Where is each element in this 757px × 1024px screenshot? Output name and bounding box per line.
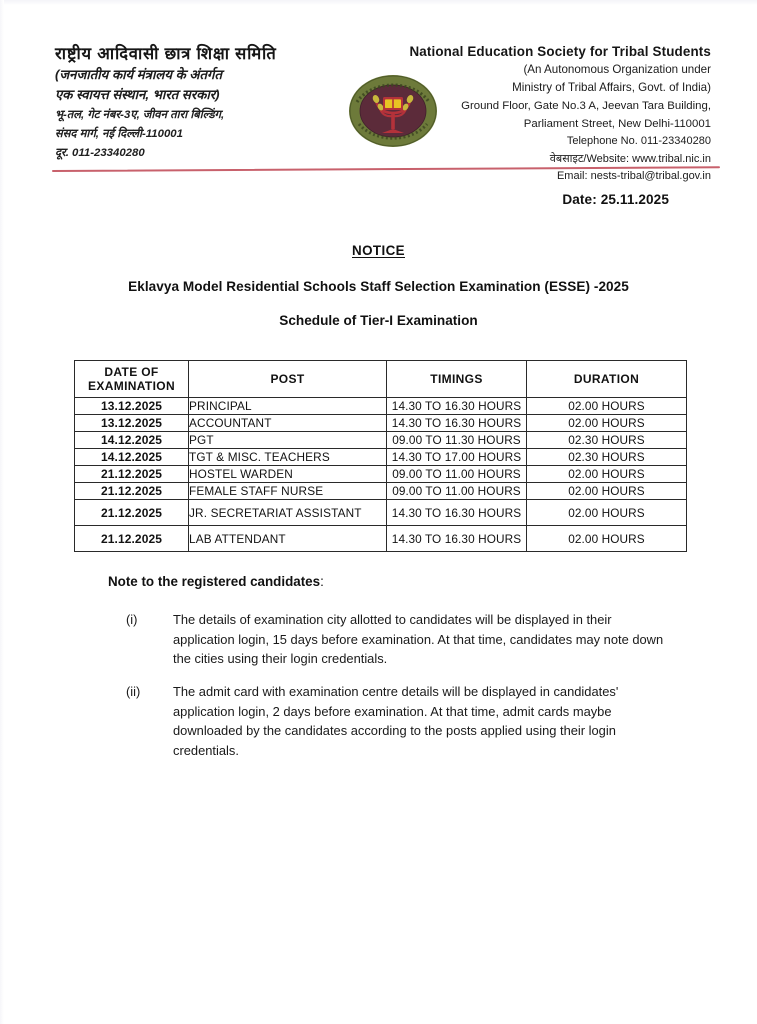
- table-header-row: [75, 361, 687, 398]
- cell-post: PGT: [189, 432, 387, 449]
- cell-post: LAB ATTENDANT: [189, 526, 387, 552]
- schedule-table: [74, 360, 687, 552]
- cell-timings: 14.30 TO 16.30 HOURS: [387, 398, 527, 415]
- schedule-subtitle: Schedule of Tier-I Examination: [279, 313, 478, 328]
- cell-timings: 14.30 TO 16.30 HOURS: [387, 500, 527, 526]
- cell-duration: 02.00 HOURS: [527, 483, 687, 500]
- english-website: वेबसाइट/Website: www.tribal.nic.in: [549, 152, 711, 165]
- cell-timings: 09.00 TO 11.00 HOURS: [387, 483, 527, 500]
- cell-timings: 09.00 TO 11.00 HOURS: [387, 466, 527, 483]
- english-address-line2: Parliament Street, New Delhi-110001: [523, 117, 711, 130]
- cell-post: HOSTEL WARDEN: [189, 466, 387, 483]
- cell-duration: 02.30 HOURS: [527, 432, 687, 449]
- table-row: [75, 415, 687, 432]
- cell-post: PRINCIPAL: [189, 398, 387, 415]
- cell-duration: 02.00 HOURS: [527, 500, 687, 526]
- cell-duration: 02.00 HOURS: [527, 526, 687, 552]
- hindi-org-title: राष्ट्रीय आदिवासी छात्र शिक्षा समिति: [55, 45, 277, 63]
- cell-date: 13.12.2025: [75, 398, 189, 415]
- examination-title: Eklavya Model Residential Schools Staff Selection Examination (ESSE) -2025: [128, 279, 629, 294]
- note-item-i: [108, 610, 668, 669]
- cell-duration: 02.00 HOURS: [527, 466, 687, 483]
- table-row: [75, 526, 687, 552]
- table-header: [75, 361, 687, 398]
- table-row: [75, 449, 687, 466]
- cell-post: TGT & MISC. TEACHERS: [189, 449, 387, 466]
- english-autonomous-line2: Ministry of Tribal Affairs, Govt. of India): [512, 80, 711, 94]
- cell-date: 21.12.2025: [75, 483, 189, 500]
- cell-date: 14.12.2025: [75, 432, 189, 449]
- column-header-timings: TIMINGS: [387, 361, 527, 398]
- schedule-table-container: [74, 360, 686, 552]
- hindi-org-subtitle-line2: एक स्वायत्त संस्थान, भारत सरकार): [55, 87, 220, 103]
- table-row: [75, 398, 687, 415]
- hindi-organization-block: [55, 45, 345, 161]
- document-date: Date: 25.11.2025: [562, 192, 669, 207]
- column-header-date-line1: DATE OF: [104, 364, 159, 379]
- notice-heading: [0, 243, 757, 258]
- cell-timings: 14.30 TO 16.30 HOURS: [387, 415, 527, 432]
- cell-timings: 14.30 TO 16.30 HOURS: [387, 526, 527, 552]
- hindi-org-subtitle-line1: (जनजातीय कार्य मंत्रालय के अंतर्गत: [55, 67, 222, 83]
- table-row: [75, 483, 687, 500]
- cell-date: 21.12.2025: [75, 526, 189, 552]
- cell-date: 21.12.2025: [75, 500, 189, 526]
- column-header-post: POST: [189, 361, 387, 398]
- note-text-ii: The admit card with examination centre details will be displayed in candidates' application login, 2 days before examination. At that time, admit cards maybe downloaded by the candidates according to the posts applied using their login credentials.: [173, 684, 619, 758]
- cell-date: 21.12.2025: [75, 466, 189, 483]
- column-header-date-line2: EXAMINATION: [88, 379, 175, 393]
- note-marker-i: (i): [126, 612, 138, 627]
- cell-duration: 02.30 HOURS: [527, 449, 687, 466]
- english-org-title: National Education Society for Tribal Students: [409, 44, 711, 59]
- table-body: [75, 398, 687, 552]
- column-header-duration: DURATION: [527, 361, 687, 398]
- cell-post: ACCOUNTANT: [189, 415, 387, 432]
- cell-date: 14.12.2025: [75, 449, 189, 466]
- cell-timings: 14.30 TO 17.00 HOURS: [387, 449, 527, 466]
- cell-post: FEMALE STAFF NURSE: [189, 483, 387, 500]
- english-telephone: Telephone No. 011-23340280: [566, 135, 711, 148]
- note-text-i: The details of examination city allotted to candidates will be displayed in their application login, 15 days before examination. At that time, candidates may note down the cities using their login credentials.: [173, 612, 664, 667]
- english-autonomous-line1: (An Autonomous Organization under: [523, 63, 711, 77]
- notes-heading: [108, 574, 324, 589]
- cell-date: 13.12.2025: [75, 415, 189, 432]
- cell-duration: 02.00 HOURS: [527, 398, 687, 415]
- notes-heading-bold: Note to the registered candidates: [108, 574, 321, 589]
- hindi-address-line1: भू-तल, गेट नंबर-3ए, जीवन तारा बिल्डिंग,: [55, 108, 225, 121]
- note-marker-ii: (ii): [126, 684, 141, 699]
- note-item-ii: [108, 682, 668, 760]
- notice-heading-text: NOTICE: [352, 243, 405, 258]
- english-organization-block: [409, 44, 711, 184]
- cell-timings: 09.00 TO 11.30 HOURS: [387, 432, 527, 449]
- letterhead: [0, 0, 757, 183]
- english-email: Email: nests-tribal@tribal.gov.in: [556, 170, 711, 183]
- hindi-address-line2: संसद मार्ग, नई दिल्ली-110001: [55, 127, 183, 140]
- notes-heading-colon: :: [320, 574, 324, 589]
- table-row: [75, 466, 687, 483]
- column-header-date: [75, 361, 189, 398]
- english-address-line1: Ground Floor, Gate No.3 A, Jeevan Tara Building,: [461, 99, 711, 112]
- table-row: [75, 432, 687, 449]
- cell-post: JR. SECRETARIAT ASSISTANT: [189, 500, 387, 526]
- table-row: [75, 500, 687, 526]
- hindi-phone-line: दूर. 011-23340280: [55, 146, 145, 159]
- cell-duration: 02.00 HOURS: [527, 415, 687, 432]
